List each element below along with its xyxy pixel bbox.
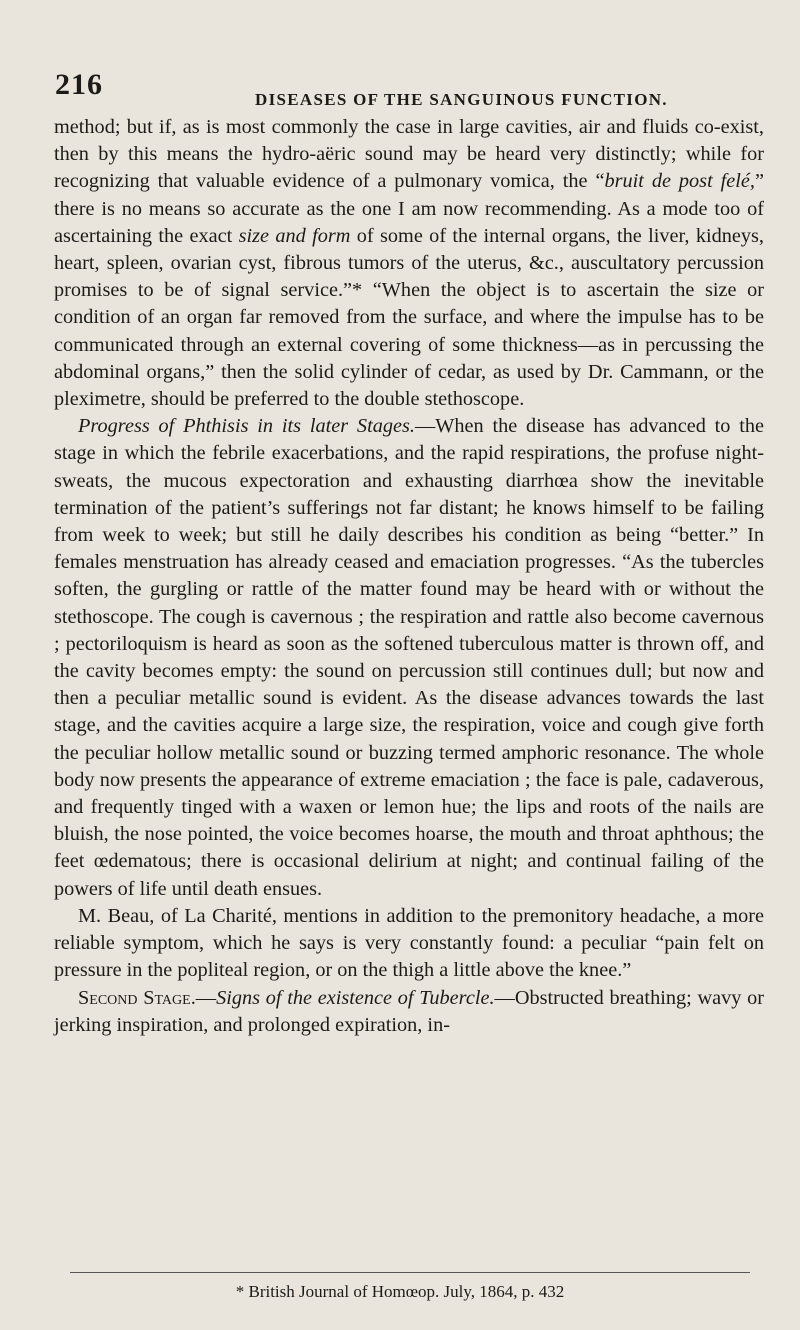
italic-phrase: size and form (238, 224, 351, 247)
running-head: DISEASES OF THE SANGUINOUS FUNCTION. (255, 90, 668, 109)
text-run: — (195, 986, 217, 1009)
text-run: of some of the internal organs, the liver, kidneys, heart, spleen, ovarian cyst, fibrous tumors of the uterus, &c., auscultatory percussion promises to be of signal service.”* “When the object is to ascertain the size or condition of an organ far removed from the surface, and where the impulse has to be communicated through an external covering of some thickness—as in percussing the abdominal organs,” then the solid cylinder of cedar, as used by Dr. Cammann, or the pleximetre, should be preferred to the double stethoscope. (54, 224, 764, 411)
stage-label: Second Stage. (78, 986, 196, 1009)
text-run: M. Beau, of La Charité, mentions in addition to the premonitory headache, a more reliable symptom, which he says is very constantly found: a peculiar “pain felt on pressure in the popliteal region, or on the thigh a little above the knee.” (54, 904, 764, 982)
page-number: 216 (55, 68, 103, 101)
section-heading: Progress of Phthisis in its later Stages. (78, 415, 415, 438)
text-run: method; but if, as is most commonly the case in large cavities, air and fluids co-exist, then by this means the hydro-aëric sound may be heard very distinctly; while for recognizing that valuable evidence of a pulmonary vomica, the “ (54, 116, 764, 193)
text-run: —When the disease has advanced to the stage in which the febrile exacerbations, and the rapid respirations, the profuse night-sweats, the mucous expectoration and exhausting diarrhœa show the inevitable termination of the patient’s sufferings not far distant; he knows himself to be failing from week to week; but still he daily describes his condition as being “better.” In females menstruation has already ceased and emaciation progresses. “As the tubercles soften, the gurgling or rattle of the matter found may be heard with or without the stethoscope. The cough is cavernous ; the respiration and rattle also become cavernous ; pectoriloquism is heard as soon as the softened tuberculous matter is thrown off, and the cavity becomes empty: the sound on percussion still continues dull; but now and then a peculiar metallic sound is evident. As the disease advances towards the last stage, and the cavities acquire a large size, the respiration, voice and cough give forth the peculiar hollow metallic sound or buzzing termed amphoric resonance. The whole body now presents the appearance of extreme emaciation ; the face is pale, cadaverous, and frequently tinged with a waxen or lemon hue; the lips and roots of the nails are bluish, the nose pointed, the voice becomes hoarse, the mouth and throat aphthous; the feet œdematous; there is occasional delirium at night; and continual failing of the powers of life until death ensues. (54, 415, 764, 900)
body-text (54, 114, 764, 1039)
paragraph (54, 413, 764, 903)
page-header (55, 68, 760, 112)
footnote-rule (70, 1272, 750, 1273)
text-run: ” there is no means so accurate as the one I am now recommending. As a mode too of ascertaining the exact (54, 170, 764, 247)
text-run: —Obstructed breathing; wavy or jerking inspiration, and prolonged expiration, in- (54, 986, 765, 1036)
footnote: * British Journal of Homœop. July, 1864, p. 432 (235, 1282, 565, 1301)
paragraph (54, 114, 764, 413)
paragraph (54, 985, 764, 1039)
paragraph (54, 903, 764, 985)
section-heading: Signs of the existence of Tubercle. (216, 986, 495, 1009)
italic-phrase: bruit de post felé, (604, 170, 755, 193)
